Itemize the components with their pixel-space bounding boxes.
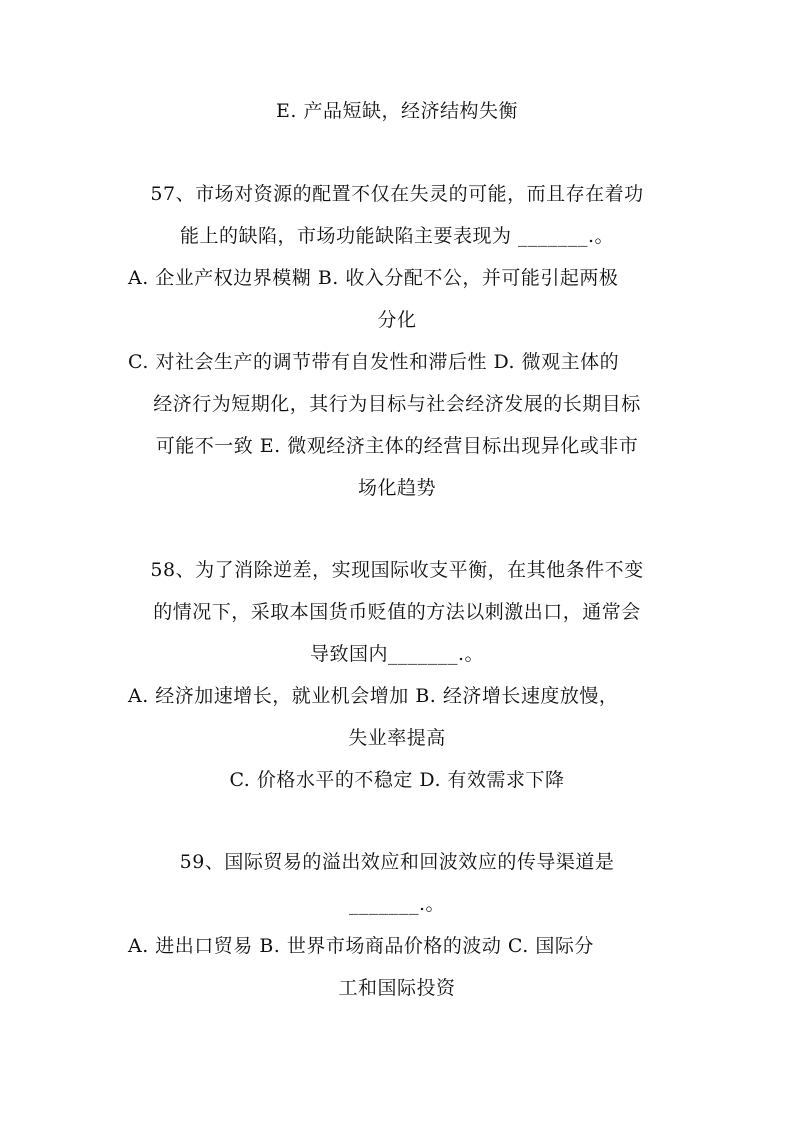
q57-stem-line1: 57、市场对资源的配置不仅在失灵的可能，而且存在着功 bbox=[150, 183, 644, 205]
q57-options-ab-cont: 分化 bbox=[377, 309, 417, 331]
q58-options-cd: C. 价格水平的不稳定 D. 有效需求下降 bbox=[229, 769, 565, 791]
q59-stem-line1: 59、国际贸易的溢出效应和回波效应的传导渠道是 bbox=[179, 851, 615, 873]
q57-options-cd: C. 对社会生产的调节带有自发性和滞后性 D. 微观主体的 bbox=[128, 351, 620, 373]
q58-options-b-cont: 失业率提高 bbox=[348, 727, 446, 749]
q59-options-c-cont: 工和国际投资 bbox=[338, 977, 456, 999]
q57-options-d-cont: 经济行为短期化，其行为目标与社会经济发展的长期目标 bbox=[153, 393, 641, 415]
q58-stem-line3: 导致国内_______.。 bbox=[309, 643, 485, 665]
q58-options-ab: A. 经济加速增长，就业机会增加 B. 经济增长速度放慢， bbox=[128, 685, 619, 707]
q57-options-de: 可能不一致 E. 微观经济主体的经营目标出现异化或非市 bbox=[155, 435, 639, 457]
q58-stem-line1: 58、为了消除逆差，实现国际收支平衡，在其他条件不变 bbox=[150, 559, 644, 581]
q57-stem-line2: 能上的缺陷，市场功能缺陷主要表现为 _______.。 bbox=[179, 225, 615, 247]
q57-options-e-cont: 场化趋势 bbox=[357, 477, 436, 499]
q57-options-ab: A. 企业产权边界模糊 B. 收入分配不公，并可能引起两极 bbox=[128, 267, 619, 289]
q59-stem-line2: _______.。 bbox=[348, 893, 446, 915]
q58-stem-line2: 的情况下，采取本国货币贬值的方法以刺激出口，通常会 bbox=[153, 601, 641, 623]
q59-options-abc: A. 进出口贸易 B. 世界市场商品价格的波动 C. 国际分 bbox=[128, 935, 594, 957]
q56-option-e: E. 产品短缺，经济结构失衡 bbox=[276, 100, 518, 122]
